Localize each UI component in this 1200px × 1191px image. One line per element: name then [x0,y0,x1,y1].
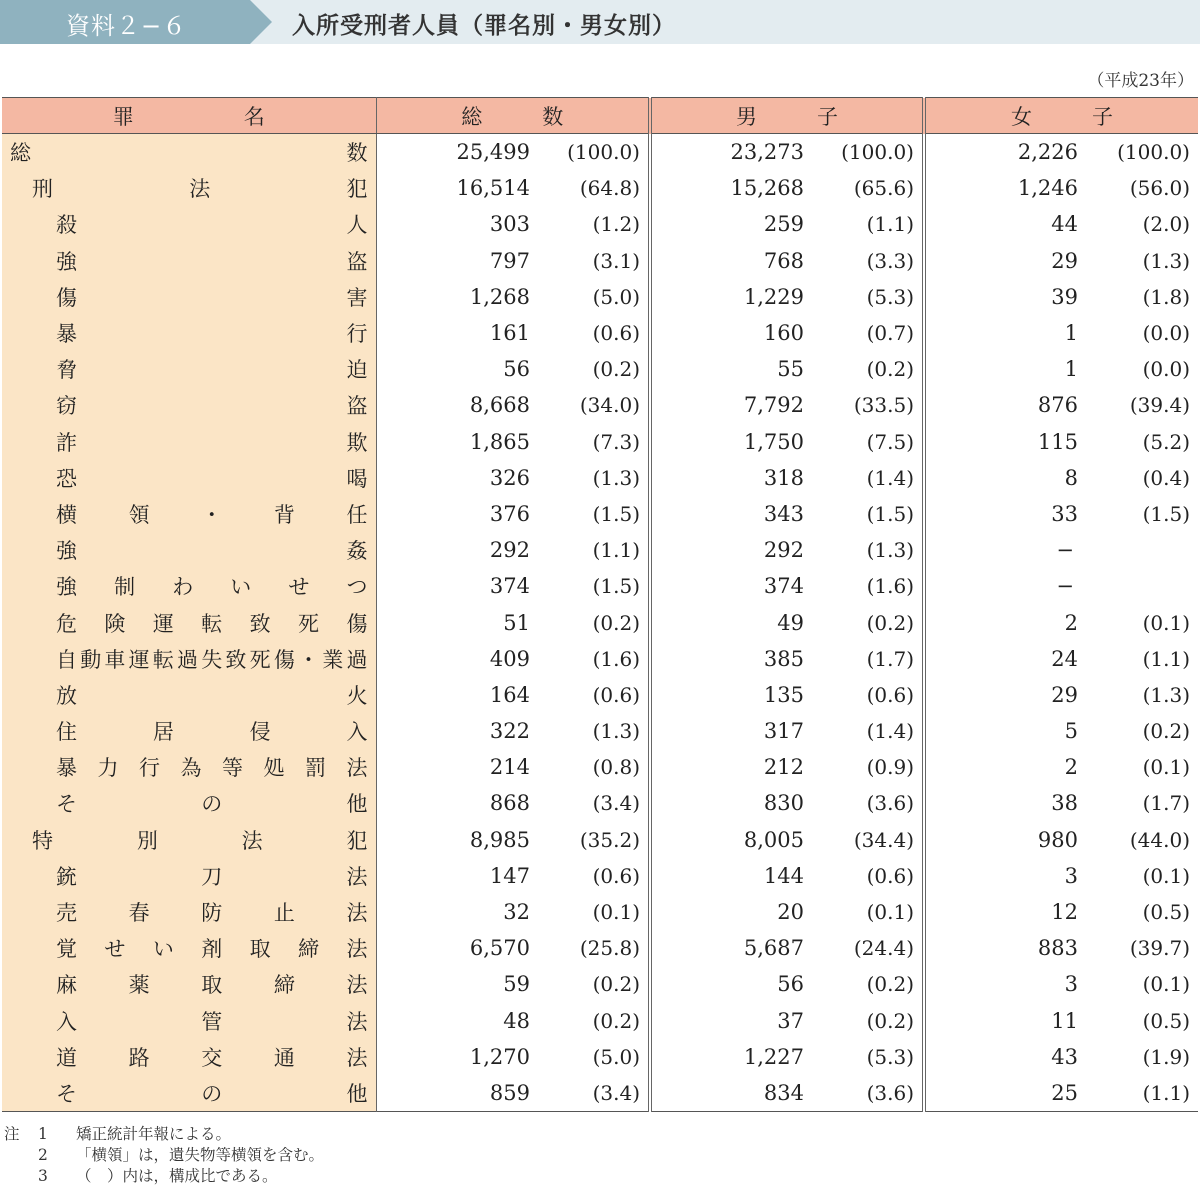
total-count: 56 [503,357,530,382]
table-row [2,134,1198,171]
male-count: 1,750 [650,424,810,460]
header-label: 総 数 [461,104,564,129]
female-count: 3 [924,858,1084,894]
female-percent: (1.5) [1142,501,1190,526]
table-row [2,568,1198,604]
total-percent: (35.2) [579,827,640,852]
female-count: 115 [924,424,1084,460]
total-percent: (0.2) [592,972,640,997]
row-name: そ の 他 [56,792,368,817]
row-name-cell [2,387,376,423]
row-name-cell [2,315,376,351]
total-count: 164 [489,682,530,707]
male-count: 20 [650,894,810,930]
row-name: 横 領 ・ 背 任 [56,502,368,527]
total-count: 1,270 [469,1044,530,1069]
male-percent: (3.6) [866,1080,914,1105]
table-row [2,785,1198,821]
female-percent: (0.1) [1142,972,1190,997]
total-count: 8,668 [469,393,530,418]
male-count: 1,227 [650,1039,810,1075]
male-percent: (0.7) [866,321,914,346]
column-header-name [2,98,376,134]
male-percent: (1.3) [866,538,914,563]
male-percent: (33.5) [853,393,914,418]
header-label: 男 子 [736,104,838,129]
table-row [2,822,1198,858]
female-percent [1084,532,1198,568]
row-name-cell [2,1039,376,1075]
total-percent: (1.5) [592,574,640,599]
total-count: 16,514 [456,176,530,201]
male-count: 259 [650,206,810,242]
row-name-cell [2,351,376,387]
female-percent: (100.0) [1117,140,1190,165]
row-name-cell [2,677,376,713]
total-count: 303 [489,212,530,237]
row-name: 住 居 侵 入 [56,720,368,745]
male-count: 830 [650,785,810,821]
row-name-cell [2,858,376,894]
female-count: 11 [924,1003,1084,1039]
row-name-cell [2,894,376,930]
male-count: 343 [650,496,810,532]
male-count: 292 [650,532,810,568]
female-count: 2,226 [924,134,1084,171]
male-percent: (24.4) [853,936,914,961]
table-row [2,1075,1198,1112]
female-percent: (0.4) [1142,465,1190,490]
male-percent: (7.5) [866,429,914,454]
male-count: 144 [650,858,810,894]
row-name: 刑 法 犯 [32,177,368,202]
footnote-1 [4,1124,324,1145]
total-percent: (1.2) [592,212,640,237]
table-row [2,243,1198,279]
female-percent: (0.1) [1142,755,1190,780]
row-name: 危 険 運 転 致 死 傷 [56,611,368,636]
total-percent: (7.3) [592,429,640,454]
table-row [2,170,1198,206]
table-row [2,387,1198,423]
female-count: 33 [924,496,1084,532]
total-percent: (3.1) [592,248,640,273]
male-count: 834 [650,1075,810,1112]
female-percent: (2.0) [1142,212,1190,237]
total-count: 859 [489,1080,530,1105]
page-title: 入所受刑者人員（罪名別・男女別） [292,13,676,39]
female-percent [1084,568,1198,604]
female-count: − [924,532,1084,568]
footnote-text: 「横領」は，遺失物等横領を含む。 [76,1146,325,1164]
total-count: 322 [489,719,530,744]
female-count: 1,246 [924,170,1084,206]
female-count: 5 [924,713,1084,749]
male-count: 5,687 [650,930,810,966]
male-count: 15,268 [650,170,810,206]
row-name: 恐 喝 [56,466,368,491]
female-count: 44 [924,206,1084,242]
female-count: 8 [924,460,1084,496]
row-name-cell [2,496,376,532]
female-percent: (1.3) [1142,248,1190,273]
document-label: 資料２−６ [66,12,188,40]
female-percent: (0.1) [1142,863,1190,888]
female-percent: (39.4) [1129,393,1190,418]
row-name-cell [2,279,376,315]
female-percent: (1.9) [1142,1044,1190,1069]
column-header-male [650,98,924,134]
row-name: 詐 欺 [56,430,368,455]
female-count: 25 [924,1075,1084,1112]
row-name-cell [2,749,376,785]
total-percent: (1.5) [592,501,640,526]
total-count: 797 [489,248,530,273]
female-percent: (56.0) [1129,176,1190,201]
header-label: 罪 名 [112,104,265,129]
male-percent: (0.2) [866,357,914,382]
total-count: 32 [503,900,530,925]
total-percent: (0.8) [592,755,640,780]
female-percent: (1.1) [1142,1080,1190,1105]
footnote-2 [4,1145,324,1166]
male-count: 49 [650,604,810,640]
table-row [2,677,1198,713]
male-count: 768 [650,243,810,279]
row-name-cell [2,1003,376,1039]
male-count: 23,273 [650,134,810,171]
female-count: 876 [924,387,1084,423]
table-row [2,315,1198,351]
table-row [2,641,1198,677]
female-count: 39 [924,279,1084,315]
female-count: 883 [924,930,1084,966]
table-row [2,858,1198,894]
female-count: 2 [924,749,1084,785]
male-percent: (5.3) [866,1044,914,1069]
female-percent: (0.0) [1142,357,1190,382]
row-name-cell [2,604,376,640]
male-count: 374 [650,568,810,604]
footnote-index: 3 [38,1167,48,1185]
row-name-cell [2,134,376,171]
table-row [2,460,1198,496]
male-percent: (34.4) [853,827,914,852]
total-percent: (3.4) [592,1080,640,1105]
male-percent: (0.2) [866,1008,914,1033]
total-percent: (0.2) [592,1008,640,1033]
footnote-prefix: 注 [4,1125,20,1143]
table-row [2,1039,1198,1075]
total-percent: (1.3) [592,719,640,744]
row-name-cell [2,532,376,568]
table-row [2,206,1198,242]
footnotes [4,1124,324,1187]
total-count: 51 [503,610,530,635]
female-count: 1 [924,351,1084,387]
total-percent: (5.0) [592,1044,640,1069]
total-count: 1,865 [469,429,530,454]
row-name: 覚 せ い 剤 取 締 法 [56,937,368,962]
table-row [2,1003,1198,1039]
male-count: 318 [650,460,810,496]
total-count: 214 [489,755,530,780]
total-count: 147 [489,863,530,888]
row-name: 売 春 防 止 法 [56,901,368,926]
total-count: 1,268 [469,284,530,309]
footnote-text: 矯正統計年報による。 [76,1125,232,1143]
row-name-cell [2,460,376,496]
column-header-female [924,98,1198,134]
female-count: 2 [924,604,1084,640]
female-count: 29 [924,243,1084,279]
female-count: 24 [924,641,1084,677]
total-count: 292 [489,538,530,563]
male-count: 212 [650,749,810,785]
female-count: 980 [924,822,1084,858]
male-count: 317 [650,713,810,749]
male-percent: (0.6) [866,863,914,888]
row-name: 暴 力 行 為 等 処 罰 法 [56,756,368,781]
table-row [2,713,1198,749]
female-percent: (0.5) [1142,900,1190,925]
footnote-index: 2 [38,1146,48,1164]
table-row [2,966,1198,1002]
female-percent: (0.2) [1142,719,1190,744]
row-name-cell [2,170,376,206]
row-name: 放 火 [56,683,368,708]
total-percent: (25.8) [579,936,640,961]
female-percent: (1.1) [1142,646,1190,671]
male-percent: (5.3) [866,284,914,309]
male-percent: (100.0) [841,140,914,165]
table-row [2,749,1198,785]
total-percent: (100.0) [567,140,640,165]
male-percent: (1.7) [866,646,914,671]
row-name-cell [2,1075,376,1112]
male-percent: (1.6) [866,574,914,599]
total-percent: (64.8) [579,176,640,201]
female-count: − [924,568,1084,604]
female-percent: (1.8) [1142,284,1190,309]
row-name: 脅 迫 [56,358,368,383]
total-percent: (0.1) [592,900,640,925]
male-count: 7,792 [650,387,810,423]
total-percent: (0.6) [592,682,640,707]
total-percent: (1.1) [592,538,640,563]
total-count: 48 [503,1008,530,1033]
female-count: 43 [924,1039,1084,1075]
male-percent: (3.3) [866,248,914,273]
row-name-cell [2,641,376,677]
female-percent: (5.2) [1142,429,1190,454]
row-name: 自 動 車 運 転 過 失 致 死 傷 ・ 業 過 [56,647,368,672]
total-count: 326 [489,465,530,490]
male-count: 55 [650,351,810,387]
female-count: 3 [924,966,1084,1002]
male-count: 37 [650,1003,810,1039]
data-table [2,97,1198,1112]
female-count: 12 [924,894,1084,930]
male-percent: (1.1) [866,212,914,237]
row-name: 殺 人 [56,213,368,238]
total-percent: (0.2) [592,610,640,635]
total-count: 8,985 [469,827,530,852]
table-row [2,351,1198,387]
total-percent: (1.3) [592,465,640,490]
table-row [2,604,1198,640]
male-count: 1,229 [650,279,810,315]
female-count: 29 [924,677,1084,713]
row-name-cell [2,966,376,1002]
table-row [2,424,1198,460]
row-name-cell [2,206,376,242]
table-row [2,894,1198,930]
total-count: 374 [489,574,530,599]
male-percent: (0.9) [866,755,914,780]
table-row [2,496,1198,532]
female-percent: (0.0) [1142,321,1190,346]
row-name: 強 制 わ い せ つ [56,575,368,600]
row-name: 暴 行 [56,322,368,347]
total-count: 161 [489,321,530,346]
female-count: 1 [924,315,1084,351]
female-count: 38 [924,785,1084,821]
male-percent: (1.4) [866,465,914,490]
male-percent: (65.6) [853,176,914,201]
table-row [2,279,1198,315]
row-name-cell [2,822,376,858]
total-count: 6,570 [469,936,530,961]
female-percent: (44.0) [1129,827,1190,852]
total-count: 868 [489,791,530,816]
row-name: 銃 刀 法 [56,864,368,889]
footnote-3 [4,1166,324,1187]
row-name: 入 管 法 [56,1009,368,1034]
row-name: 麻 薬 取 締 法 [56,973,368,998]
male-percent: (0.2) [866,972,914,997]
footnote-text: （ ）内は，構成比である。 [76,1167,278,1185]
total-count: 25,499 [456,140,530,165]
male-count: 135 [650,677,810,713]
row-name: 総 数 [10,141,368,166]
total-percent: (0.6) [592,863,640,888]
male-percent: (1.5) [866,501,914,526]
male-count: 160 [650,315,810,351]
row-name: 特 別 法 犯 [32,828,368,853]
female-percent: (1.7) [1142,791,1190,816]
total-count: 409 [489,646,530,671]
female-percent: (39.7) [1129,936,1190,961]
table-row [2,532,1198,568]
row-name-cell [2,785,376,821]
male-percent: (1.4) [866,719,914,744]
row-name: そ の 他 [56,1081,368,1106]
row-name: 強 姦 [56,539,368,564]
row-name: 強 盗 [56,249,368,274]
male-count: 385 [650,641,810,677]
male-percent: (0.1) [866,900,914,925]
row-name-cell [2,424,376,460]
row-name: 傷 害 [56,285,368,310]
female-percent: (1.3) [1142,682,1190,707]
total-percent: (0.6) [592,321,640,346]
column-header-total [376,98,650,134]
footnote-index: 1 [38,1125,48,1143]
total-percent: (34.0) [579,393,640,418]
row-name-cell [2,243,376,279]
total-percent: (5.0) [592,284,640,309]
female-percent: (0.1) [1142,610,1190,635]
total-count: 59 [503,972,530,997]
row-name: 道 路 交 通 法 [56,1045,368,1070]
row-name-cell [2,568,376,604]
male-percent: (3.6) [866,791,914,816]
row-name: 窃 盗 [56,394,368,419]
header-label: 女 子 [1011,104,1113,129]
header-row [2,98,1198,134]
total-percent: (1.6) [592,646,640,671]
table-row [2,930,1198,966]
female-percent: (0.5) [1142,1008,1190,1033]
row-name-cell [2,713,376,749]
total-count: 376 [489,501,530,526]
male-count: 56 [650,966,810,1002]
total-percent: (0.2) [592,357,640,382]
total-percent: (3.4) [592,791,640,816]
header-bar [0,0,1200,44]
year-note: （平成23年） [1087,71,1194,91]
male-percent: (0.6) [866,682,914,707]
table-body [2,134,1198,1112]
male-count: 8,005 [650,822,810,858]
male-percent: (0.2) [866,610,914,635]
row-name-cell [2,930,376,966]
